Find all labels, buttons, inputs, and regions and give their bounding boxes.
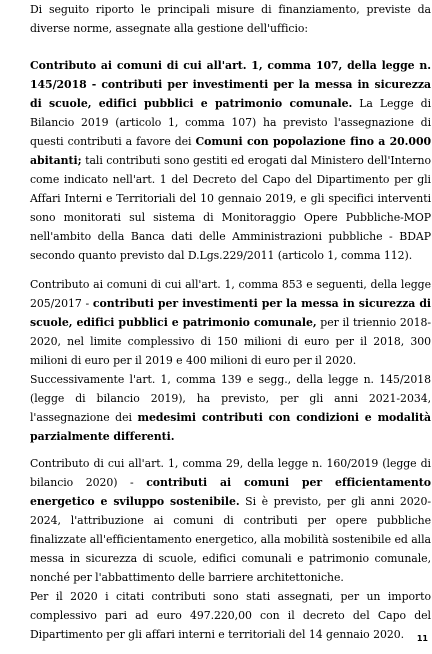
section-comma-107-paragraph bbox=[30, 56, 431, 265]
section-comma-29-intro: Contributo di cui all'art. 1, comma 29, della legge n. 160/2019 (legge di bilancio 2020) - bbox=[30, 457, 431, 489]
section-comma-29-paragraph-2: Per il 2020 i citati contributi sono stati assegnati, per un importo complessivo pari ad euro 497.220,00 con il decreto del Capo del Dipartimento per gli affari interni e territoriali del 14 gennaio 2020. bbox=[30, 590, 431, 641]
section-comma-107-text-2: tali contributi sono gestiti ed erogati dal Ministero dell'Interno come indicato nell'art. 1 del Decreto del Capo del Dipartimento per gli Affari Interni e Territoriali del 10 gennaio 2019, e gli specifici interventi sono monitorati sul sistema di Monitoraggio Opere Pubbliche-MOP nell'ambito della Banca dati delle Amministrazioni pubbliche - BDAP secondo quanto previsto dal D.Lgs.229/2011 (articolo 1, comma 112). bbox=[30, 154, 431, 262]
page-number: 11 bbox=[416, 634, 428, 643]
section-comma-107-heading: Contributo ai comuni di cui all'art. 1, comma 107, della legge n. 145/2018 - contributi per investimenti per la messa in sicurezza di scuole, edifici pubblici e patrimonio comunale. bbox=[30, 59, 431, 110]
section-comma-139-highlight: medesimi contributi con condizioni e modalità parzialmente differenti. bbox=[30, 411, 431, 443]
section-comma-853 bbox=[30, 275, 431, 446]
section-comma-853-intro: Contributo ai comuni di cui all'art. 1, comma 853 e seguenti, della legge 205/2017 - bbox=[30, 278, 431, 310]
section-comma-853-highlight: contributi per investimenti per la messa in sicurezza di scuole, edifici pubblici e patrimonio comunale, bbox=[30, 297, 431, 329]
section-comma-853-paragraph-1 bbox=[30, 275, 431, 370]
section-comma-107-highlight: Comuni con popolazione fino a 20.000 abitanti; bbox=[30, 135, 431, 167]
intro-paragraph bbox=[30, 0, 431, 38]
section-comma-139-text: Successivamente l'art. 1, comma 139 e segg., della legge n. 145/2018 (legge di bilancio 2019), ha previsto, per gli anni 2021-2034, l'assegnazione dei bbox=[30, 373, 431, 424]
section-comma-107 bbox=[30, 56, 431, 265]
section-comma-29 bbox=[30, 454, 431, 644]
intro-text: Di seguito riporto le principali misure di finanziamento, previste da diverse norme, assegnate alla gestione dell'ufficio: bbox=[30, 3, 431, 35]
section-comma-853-paragraph-2 bbox=[30, 370, 431, 446]
section-comma-29-text: Si è previsto, per gli anni 2020-2024, l'attribuzione ai comuni di contributi per opere pubbliche finalizzate all'efficientamento energetico, alla mobilità sostenibile ed alla messa in sicurezza di scuole, edifici comunali e patrimonio comunale, nonché per l'abbattimento delle barriere architettoniche. bbox=[30, 495, 431, 584]
section-comma-853-text: per il triennio 2018-2020, nel limite complessivo di 150 milioni di euro per il 2018, 300 milioni di euro per il 2019 e 400 milioni di euro per il 2020. bbox=[30, 316, 431, 367]
section-comma-107-text-1: La Legge di Bilancio 2019 (articolo 1, comma 107) ha previsto l'assegnazione di questi contributi a favore dei bbox=[30, 97, 431, 148]
section-comma-29-paragraph-1 bbox=[30, 454, 431, 587]
section-comma-29-highlight: contributi ai comuni per efficientamento energetico e sviluppo sostenibile. bbox=[30, 476, 431, 508]
